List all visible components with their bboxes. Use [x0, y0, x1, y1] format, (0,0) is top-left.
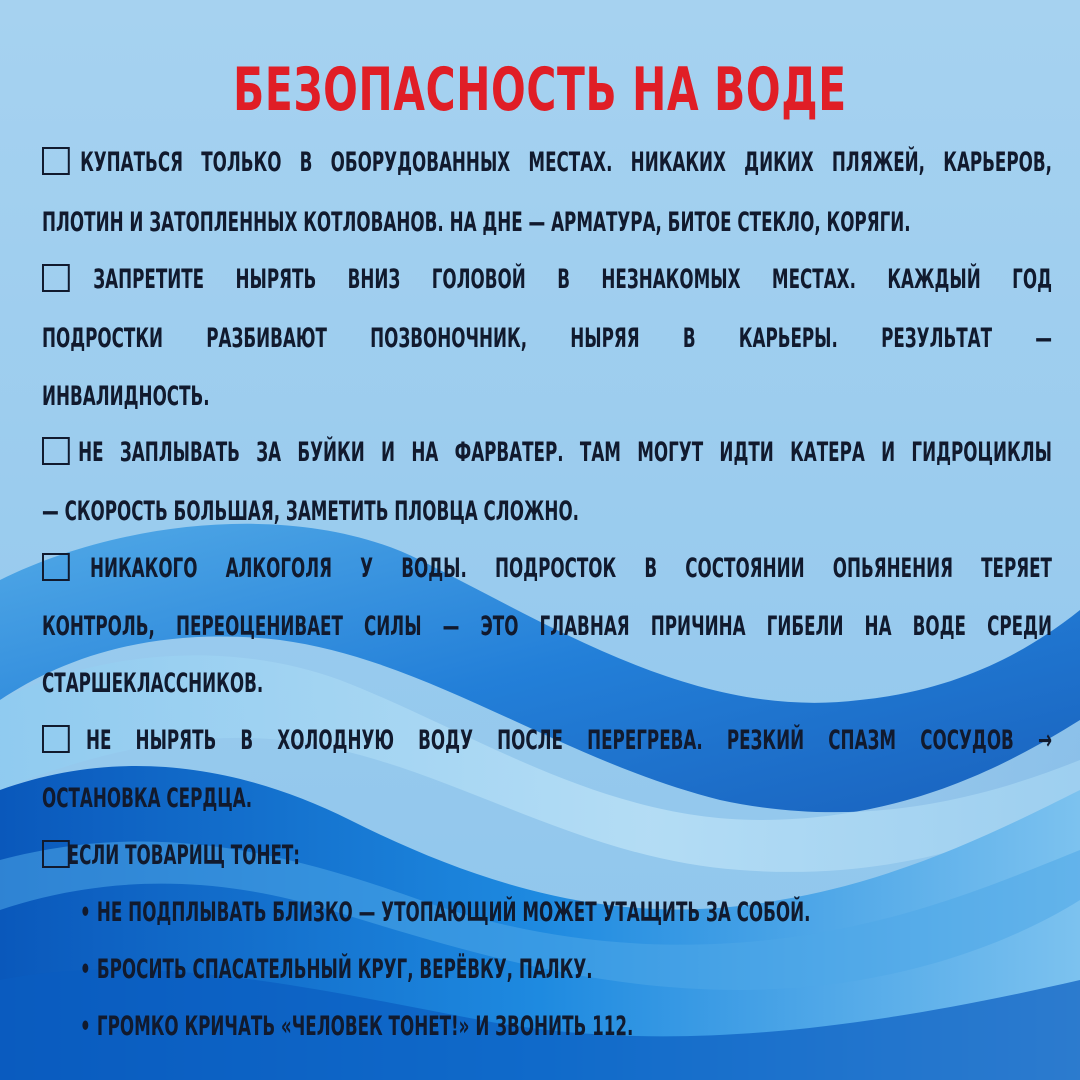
item-2-line-3: ИНВАЛИДНОСТЬ. — [42, 381, 210, 412]
item-3-line-1 — [42, 430, 1052, 476]
bullet-icon: • — [80, 897, 91, 928]
item-text: ЗАПРЕТИТЕ НЫРЯТЬ ВНИЗ ГОЛОВОЙ В НЕЗНАКОМЫХ МЕСТАХ. КАЖДЫЙ ГОД — [93, 264, 1052, 295]
item-1-line-1 — [42, 140, 1052, 186]
checkbox-icon — [42, 147, 70, 175]
checkbox-icon — [42, 553, 70, 581]
bullet-text: ГРОМКО КРИЧАТЬ «ЧЕЛОВЕК ТОНЕТ!» И ЗВОНИТЬ 112. — [96, 1011, 634, 1042]
item-4-line-2 — [42, 604, 1052, 650]
item-text: ПОДРОСТКИ РАЗБИВАЮТ ПОЗВОНОЧНИК, НЫРЯЯ В КАРЬЕРЫ. РЕЗУЛЬТАТ — — [42, 323, 1052, 354]
bullet-text: НЕ ПОДПЛЫВАТЬ БЛИЗКО — УТОПАЮЩИЙ МОЖЕТ УТАЩИТЬ ЗА СОБОЙ. — [96, 897, 811, 928]
item-text: ЕСЛИ ТОВАРИЩ ТОНЕТ: — [67, 840, 301, 871]
bullet-text: БРОСИТЬ СПАСАТЕЛЬНЫЙ КРУГ, ВЕРЁВКУ, ПАЛКУ. — [96, 954, 593, 985]
bullet-icon: • — [80, 954, 91, 985]
item-2-line-1 — [42, 257, 1052, 303]
item-5-line-1 — [42, 718, 1052, 764]
item-text: НЕ НЫРЯТЬ В ХОЛОДНУЮ ВОДУ ПОСЛЕ ПЕРЕГРЕВА. РЕЗКИЙ СПАЗМ СОСУДОВ → — [85, 725, 1052, 756]
item-text: НИКАКОГО АЛКОГОЛЯ У ВОДЫ. ПОДРОСТОК В СОСТОЯНИИ ОПЬЯНЕНИЯ ТЕРЯЕТ — [89, 553, 1052, 584]
checkbox-icon — [42, 264, 70, 292]
item-1-line-2: ПЛОТИН И ЗАТОПЛЕННЫХ КОТЛОВАНОВ. НА ДНЕ — АРМАТУРА, БИТОЕ СТЕКЛО, КОРЯГИ. — [42, 207, 911, 238]
item-text: КУПАТЬСЯ ТОЛЬКО В ОБОРУДОВАННЫХ МЕСТАХ. НИКАКИХ ДИКИХ ПЛЯЖЕЙ, КАРЬЕРОВ, — [80, 147, 1052, 178]
item-text: КОНТРОЛЬ, ПЕРЕОЦЕНИВАЕТ СИЛЫ — ЭТО ГЛАВНАЯ ПРИЧИНА ГИБЕЛИ НА ВОДЕ СРЕДИ — [42, 611, 1052, 642]
checkbox-icon — [42, 840, 70, 868]
item-4-line-3: СТАРШЕКЛАССНИКОВ. — [42, 668, 264, 699]
bullet-item — [80, 890, 811, 936]
item-5-line-2: ОСТАНОВКА СЕРДЦА. — [42, 783, 253, 814]
bullet-icon: • — [80, 1011, 91, 1042]
item-4-line-1 — [42, 546, 1052, 592]
checkbox-icon — [42, 725, 70, 753]
item-3-line-2: — СКОРОСТЬ БОЛЬШАЯ, ЗАМЕТИТЬ ПЛОВЦА СЛОЖНО. — [42, 496, 580, 527]
bullet-item — [80, 947, 706, 993]
item-2-line-2 — [42, 316, 1052, 362]
checkbox-icon — [42, 437, 70, 465]
item-6-line-1 — [42, 833, 668, 879]
page-title: БЕЗОПАСНОСТЬ НА ВОДЕ — [233, 55, 847, 125]
item-text: НЕ ЗАПЛЫВАТЬ ЗА БУЙКИ И НА ФАРВАТЕР. ТАМ МОГУТ ИДТИ КАТЕРА И ГИДРОЦИКЛЫ — [78, 437, 1052, 468]
bullet-item — [80, 1004, 706, 1050]
